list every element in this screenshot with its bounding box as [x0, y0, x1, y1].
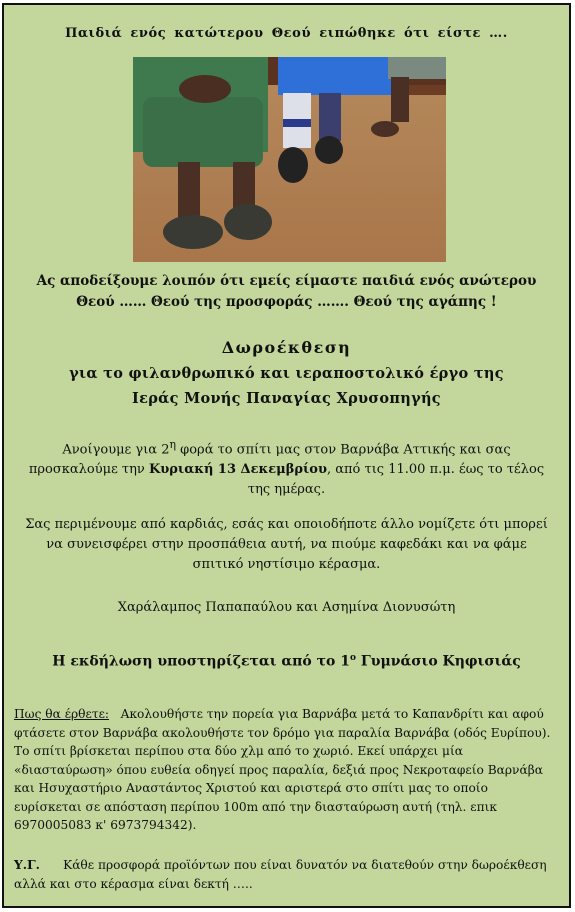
children-feet-illustration — [133, 57, 446, 262]
event-date: Κυριακή 13 Δεκεμβρίου — [148, 462, 327, 478]
directions-text: Ακολουθήστε την πορεία για Βαρνάβα μετά το Καπανδρίτι και αφού φτάσετε στον Βαρνάβα ακολουθήστε τον δρόμο για παραλία Βαρνάβα (οδός Ευρίπου). Το σπίτι βρίσκεται περίπου στα δύο χλμ από το χωριό. Εκεί υπάρχει μία «διασταύρωση» όπου ευθεία οδηγεί προς παραλία, δεξιά προς Νεκροταφείο Βαρνάβα και Ησυχαστήριο Αναστάντος Χριστού και αριστερά στο σπίτι μας το οποίο ευρίσκεται σε απόσταση περίπου 100m από την διασταύρωση αυτή (τηλ. επικ 6970005083 κ' 6973794342). — [14, 707, 555, 832]
headline: Παιδιά ενός κατώτερου Θεού ειπώθηκε ότι είστε …. — [65, 26, 508, 41]
invite-text-1: Ανοίγουμε για 2 — [62, 442, 170, 458]
sponsor-text-2: Γυμνάσιο Κηφισιάς — [355, 653, 521, 670]
postscript-label: Υ.Γ. — [14, 858, 40, 872]
directions-paragraph — [14, 705, 559, 835]
invite-text-3: , από τις 11.00 π.μ. έως το τέλος της ημέρας. — [247, 462, 545, 498]
invite-text-2: φορά το σπίτι μας στον Βαρνάβα Αττικής και σας προσκαλούμε την — [28, 442, 511, 478]
children-photo — [133, 57, 446, 262]
flyer — [2, 3, 571, 908]
hosts-names: Χαράλαμπος Παπαπαύλου και Ασημίνα Διονυσώτη — [117, 600, 456, 615]
event-subtitle-line1: για το φιλανθρωπικό και ιεραποστολικό έργο της — [69, 365, 504, 382]
sponsor-ordinal: ο — [349, 653, 356, 663]
sponsor-line — [4, 653, 569, 670]
event-subtitle-line2: Ιεράς Μονής Παναγίας Χρυσοπηγής — [132, 390, 441, 407]
event-title: Δωροέκθεση — [221, 338, 352, 357]
invite-ordinal: η — [169, 438, 176, 451]
postscript-text: Κάθε προσφορά προϊόντων που είναι δυνατόν να διατεθούν στην δωροέκθεση αλλά και στο κέρασμα είναι δεκτή ….. — [14, 858, 551, 891]
subheadline: Ας αποδείξουμε λοιπόν ότι εμείς είμαστε παιδιά ενός ανώτερου Θεού …… Θεού της προσφοράς ……. Θεού της αγάπης ! — [36, 273, 537, 310]
welcome-paragraph: Σας περιμένουμε από καρδιάς, εσάς και οποιοδήποτε άλλο νομίζετε ότι μπορεί να συνεισφέρει στην προσπάθεια αυτή, να πιούμε καφεδάκι και να φάμε σπιτικό νηστίσιμο κέρασμα. — [25, 517, 548, 572]
postscript-paragraph — [14, 856, 559, 893]
sponsor-text-1: Η εκδήλωση υποστηρίζεται από το 1 — [52, 653, 350, 670]
invitation-paragraph — [22, 435, 551, 500]
directions-label: Πως θα έρθετε: — [14, 707, 110, 721]
